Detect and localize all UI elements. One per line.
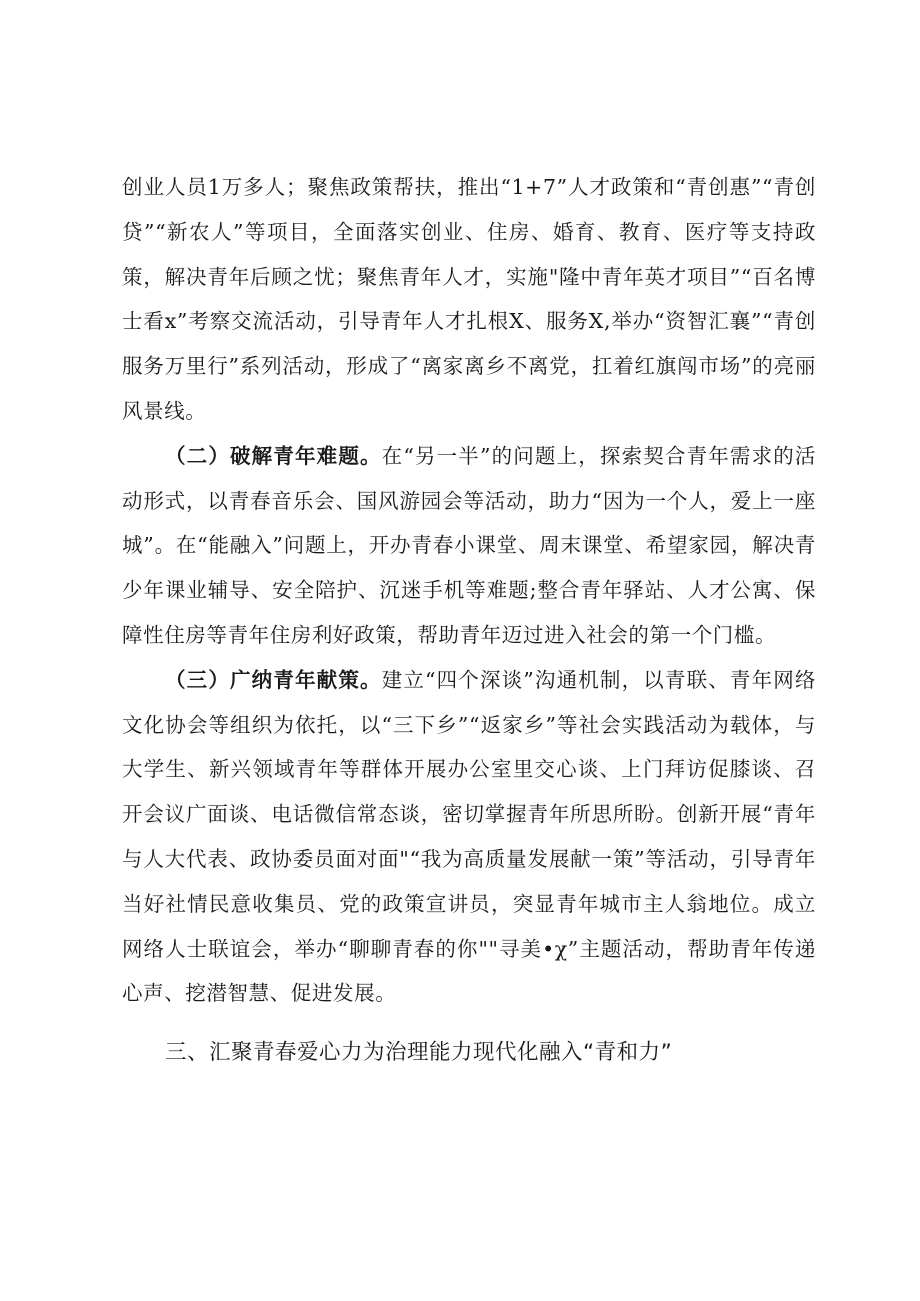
section-2-heading: （二）破解青年难题。 (165, 443, 382, 468)
paragraph-section-2 (122, 434, 816, 658)
paragraph-section-3 (122, 658, 816, 1016)
document-body (122, 165, 816, 1073)
paragraph-continuation: 创业人员1万多人；聚焦政策帮扶，推出“1+7”人才政策和“青创惠”“青创贷”“新农人”等项目，全面落实创业、住房、婚育、教育、医疗等支持政策，解决青年后顾之忧；聚焦青年人才，实施"隆中青年英才项目”“百名博士看x”考察交流活动，引导青年人才扎根X、服务X,举办“资智汇襄”“青创服务万里行”系列活动，形成了“离家离乡不离党，扛着红旗闯市场”的亮丽风景线。 (122, 175, 816, 423)
section-3-heading: （三）广纳青年献策。 (165, 667, 382, 692)
chapter-3-heading: 三、汇聚青春爱心力为治理能力现代化融入“青和力” (165, 1040, 673, 1066)
section-3-body: 建立“四个深谈”沟通机制，以青联、青年网络文化协会等组织为依托，以“三下乡”“返家乡”等社会实践活动为载体，与大学生、新兴领域青年等群体开展办公室里交心谈、上门拜访促膝谈、召开会议广面谈、电话微信常态谈，密切掌握青年所思所盼。创新开展“青年与人大代表、政协委员面对面"“我为高质量发展献一策”等活动，引导青年当好社情民意收集员、党的政策宣讲员，突显青年城市主人翁地位。成立网络人士联谊会，举办“聊聊青春的你""寻美•χ”主题活动，帮助青年传递心声、挖潜智慧、促进发展。 (122, 667, 817, 1006)
section-2-body: 在“另一半”的问题上，探索契合青年需求的活动形式，以青春音乐会、国风游园会等活动，助力“因为一个人，爱上一座城”。在“能融入”问题上，开办青春小课堂、周末课堂、希望家园，解决青少年课业辅导、安全陪护、沉迷手机等难题;整合青年驿站、人才公寓、保障性住房等青年住房利好政策，帮助青年迈过进入社会的第一个门槛。 (122, 443, 817, 647)
